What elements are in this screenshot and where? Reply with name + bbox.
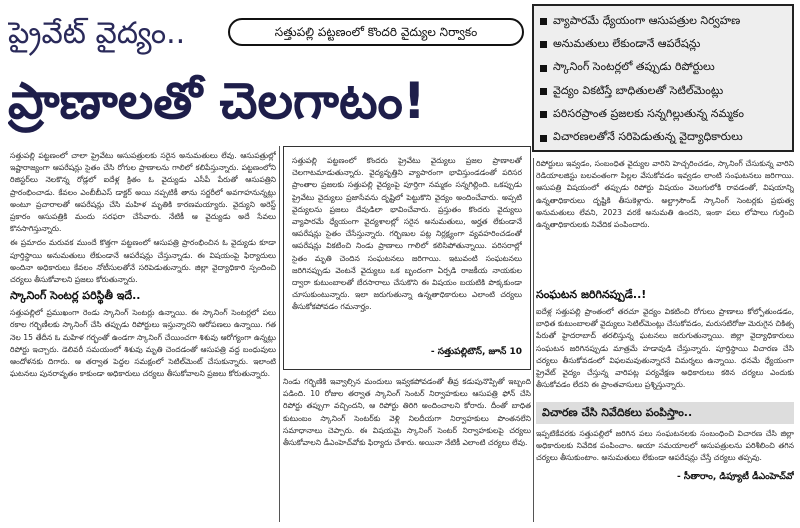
column-2-continued: నిండు గర్భిణికి ఇవ్వాల్సిన మందులు ఇవ్వకపోవడంతో తీవ్ర కడుపునొప్పితో ఇబ్బంది పడింది. 10 రోజుల తర్వాత స్కానింగ్ సెంటర్ నిర్వాహకులు ఆసుపత్రి ఫోన్ చేసి రిపోర్టు తప్పుగా వచ్చిందని, ఆ రిపోర్టు తిరిగి అందించాలని కోరారు. దీంతో బాధిత కుటుంబం స్కానింగ్ సెంటర్‌కు వెళ్లి నిలదీయగా నిర్వాహకులు పొంతనలేని సమాధానాలు చెప్పారు. ఈ విషయమై స్కానింగ్ సెంటర్ నిర్వాహకులపై చర్యలు తీసుకోవాలని డీఎంహెచ్‌వోకు ఫిర్యాదు చేశారు. అయినా నేటికీ ఎలాంటి చర్యలు లేవు. xyxy=(283,377,531,448)
highlights-box xyxy=(532,4,794,152)
scanning-subhead: స్కానింగ్ సెంటర్ల పరిస్థితీ ఇదే.. xyxy=(10,289,141,303)
headline-top: ప్రైవేట్ వైద్యం.. xyxy=(8,16,186,51)
highlights-list xyxy=(540,10,786,150)
lead-story-byline: - సత్తుపల్లిటౌన్, జూన్ 10 xyxy=(430,347,522,357)
column-1-paragraph: సత్తుపల్లి పట్టణంలో చాలా ప్రైవేటు ఆసుపత్రులకు సరైన అనుమతులు లేవు. ఆసుపత్రుల్లో ఇష్టారాజ్యంగా ఆపరేషన్లు సైతం చేసి రోగుల ప్రాణాలను గాలిలో కలిపేస్తున్నారు. పట్టణంలోని రిజిస్టర్‌లు నెలకొన్న రోడ్లలో ఐదేళ్ల క్రితం ఓ వైద్యుడు ఎసీపీ పేరుతో ఆసుపత్రిని ప్రారంభించాడు. కేవలం ఎంబీబీఎస్ డాక్టర్ అయి నప్పటికీ తాను సర్జరీలో అవగాహనున్నట్లు అంటూ ప్రచారాలతో ఆపరేషన్లు చేసి మహిళ మృతికి కారణమయ్యారు. వైద్యుని అరెస్ట్ ప్రకారం ఆసుపత్రికి మందు సరఫరా చేసేవారు. నేటికీ ఆ వైద్యుడు అదే సేవలు కొనసాగిస్తున్నారు. xyxy=(10,151,276,234)
highlight-item: విచారణలతోనే సరిపెడుతున్న వైద్యాధికారులు xyxy=(540,126,786,149)
highlight-item: వైద్యం వికటిస్తే బాధితులతో సెటిల్‌మెంట్లు xyxy=(540,80,786,103)
column-3-bottom-text: ఇప్పటికేవరకు సత్తుపల్లిలో జరిగిన పలు సంఘటనలకు సంబంధించి విచారణ చేసి జిల్లా అధికారులకు నివేదిక పంపించాం. ఆయా సమయాలలో ఆసుపత్రులను పరిశీలించి తగిన చర్యలు తీసుకుంటాం. అనుమతులు లేకుండా ఆపరేషన్లు చేస్తే చర్యలు తప్పవు. xyxy=(536,429,794,463)
inquiry-subhead: విచారణ చేసి నివేదికలు పంపిస్తాం.. xyxy=(536,402,794,424)
highlight-item: వ్యాపారమే ధ్యేయంగా ఆసుపత్రుల నిర్వహణ xyxy=(540,10,786,33)
column-1-paragraph: సత్తుపల్లిలో ప్రముఖంగా రెండు స్కానింగ్ సెంటర్లు ఉన్నాయి. ఈ స్కానింగ్ సెంటర్లలో పలు రకాల గర్భిణీలకు స్కానింగ్ చేసి తప్పుడు రిపోర్టులు ఇస్తున్నారని ఆరోపణలు ఉన్నాయి. గత నెల 15 తేదీన ఓ మహిళ గర్భంతో ఉండగా స్కానింగ్ చేయించగా శిశువు ఆరోగ్యంగా ఉన్నట్లు రిపోర్టు ఇచ్చారు. డెలివరీ సమయంలో శిశువు మృతి చెందడంతో ఆసుపత్రి వద్ద బంధువులు ఆందోళనకు దిగారు. ఆ తర్వాత పెద్దల సమక్షంలో సెటిల్‌మెంట్ చేసుకున్నారు. ఇలాంటి ఘటనలు పునరావృతం కాకుండా అధికారులు చర్యలు తీసుకోవాలని ప్రజలు కోరుతున్నారు. xyxy=(10,308,276,379)
square-bullet-icon xyxy=(540,41,547,48)
column-divider xyxy=(533,158,534,522)
highlight-item: అనుమతులు లేకుండానే ఆపరేషన్లు xyxy=(540,33,786,56)
column-1 xyxy=(10,150,276,522)
square-bullet-icon xyxy=(540,65,547,72)
column-3-bottom xyxy=(536,428,794,522)
incident-subhead: సంఘటన జరిగినప్పుడే..! xyxy=(536,288,647,301)
column-3-top: రిపోర్టులు ఇవ్వడం, సంబంధిత వైద్యుల వారిని హెచ్చరించడం, స్కానింగ్ చేసుకున్న వారిని రెడియాలజిస్టు బలవంతంగా పిల్లల వేసుకోవడం ఇవ్వడం లాంటి సంఘటనలు జరిగాయి. ఆసుపత్రి విషయంలో తప్పుడు రిపోర్టు విషయం వెలుగులోకి రావడంతో, విషయాన్ని ఉన్నతాధికారులు దృష్టికి తీసుకెళ్లారు. అల్ట్రాసౌండ్ స్కానింగ్ సెంటర్లకు ప్రభుత్వ అనుమతులు లేవని, 2023 వరకే అనుమతి ఉందని, ఇంకా పలు లోపాలు గుర్తించి ఉన్నతాధికారులకు నివేదిక పంపిందారు. xyxy=(536,159,794,230)
headline-main: ప్రాణాలతో చెలగాటం! xyxy=(8,72,426,130)
headline-kicker: సత్తుపల్లి పట్టణంలో కొందరి వైద్యుల నిర్వాకం xyxy=(228,18,524,46)
square-bullet-icon xyxy=(540,111,547,118)
square-bullet-icon xyxy=(540,88,547,95)
official-byline: - సీతారాం, డిప్యూటీ డీఎంహెచ్‌వో xyxy=(676,471,794,482)
column-1-paragraph: ఈ ప్రమాదం మరువక ముందే కొత్తగా పట్టణంలో ఆసుపత్రి ప్రారంభించిన ఓ వైద్యుడు కూడా పూర్తిస్థాయి అనుమతులు లేకుండానే ఆపరేషన్లు చేస్తున్నాడు. ఈ విషయంపై ఫిర్యాదులు అందినా అధికారులు కేవలం నోటీసులతోనే సరిపెడుతున్నారు. జిల్లా వైద్యాధికారి స్పందించి చర్యలు తీసుకోవాలని ప్రజలు కోరుతున్నారు. xyxy=(10,238,276,285)
highlight-item: స్కానింగ్ సెంటర్లలో తప్పుడు రిపోర్టులు xyxy=(540,57,786,80)
column-divider xyxy=(279,146,280,522)
lead-story-box xyxy=(283,146,531,370)
column-3-middle: ఐదేళ్ల సత్తుపల్లి ప్రాంతంలో తరచూ వైద్యం వికటించి రోగులు ప్రాణాలు కోల్పోతుండడం, బాధిత కుటుంబాలతో వైద్యులు సెటిల్‌మెంట్లు చేసుకోవడం, మరుసటిరోజు మెరుగైన చికిత్స పేరుతో హైదరాబాద్ తరలిస్తున్న ఘటనలు జరుగుతున్నాయి. జిల్లా వైద్యాధికారులు సంఘటన జరిగినప్పుడు మాత్రమే హడావుడి చేస్తున్నారు. పూర్తిస్థాయి విచారణ చేసి చర్యలు తీసుకోవడంలో విఫలమవుతున్నారనే విమర్శలు ఉన్నాయి. ధనమే ధ్యేయంగా ప్రైవేట్ వైద్యం చేస్తున్న వారిపట్ల పర్యవేక్షణ అధికారులు కఠిన చర్యలు ఎందుకు తీసుకోవడం లేదని ఈ ప్రాంతవాసులు ప్రశ్నిస్తున్నారు. xyxy=(536,307,794,390)
highlight-item: పరిసరప్రాంత ప్రజలకు సన్నగిల్లుతున్న నమ్మకం xyxy=(540,103,786,126)
square-bullet-icon xyxy=(540,18,547,25)
square-bullet-icon xyxy=(540,135,547,142)
lead-story-text: సత్తుపల్లి పట్టణంలో కొందరు ప్రైవేటు వైద్యులు ప్రజల ప్రాణాలతో చెలగాటమాడుతున్నారు. వైద్యవృత్తిని వ్యాపారంగా భావిస్తుండడంతో పరిసర ప్రాంతాల ప్రజలకు సత్తుపల్లి వైద్యంపై పూర్తిగా నమ్మకం సన్నగిల్లింది. ఒకప్పుడు ప్రైవేటు వైద్యులు ప్రజాసేవను దృష్టిలో పెట్టుకొని వైద్యం అందించేవారు. అప్పటి వైద్యులను ప్రజలు దేవుడిలా భావించేవారు. ప్రస్తుతం కొందరు వైద్యులు వ్యాపారమే ధ్యేయంగా వైద్యశాలల్లో సరైన అనుమతులు, అర్హత లేకుండానే ఆపరేషన్లు సైతం చేసేస్తున్నారు. గర్భిణుల పట్ల నిర్లక్ష్యంగా వ్యవహరించడంతో ఆపరేషన్లు వికటించి నిండు ప్రాణాలు గాలిలో కలిసిపోతున్నాయి. పరిసరాల్లో సైతం మృతి చెందిన సంఘటనలు జరిగాయి. ఇటువంటి సంఘటనలు జరిగినప్పుడు వెంటనే వైద్యులు ఒక బృందంగా ఏర్పడి రాజకీయ నాయకుల ద్వారా కుటుంబాలతో బేరసారాలు చేసుకొని ఈ విషయం బయటికి పొక్కకుండా చూసుకుంటున్నారు. ఇలా జరుగుతున్నా ఉన్నతాధికారులు ఎలాంటి చర్యలు తీసుకోకపోవడం గమనార్హం. xyxy=(292,156,522,312)
